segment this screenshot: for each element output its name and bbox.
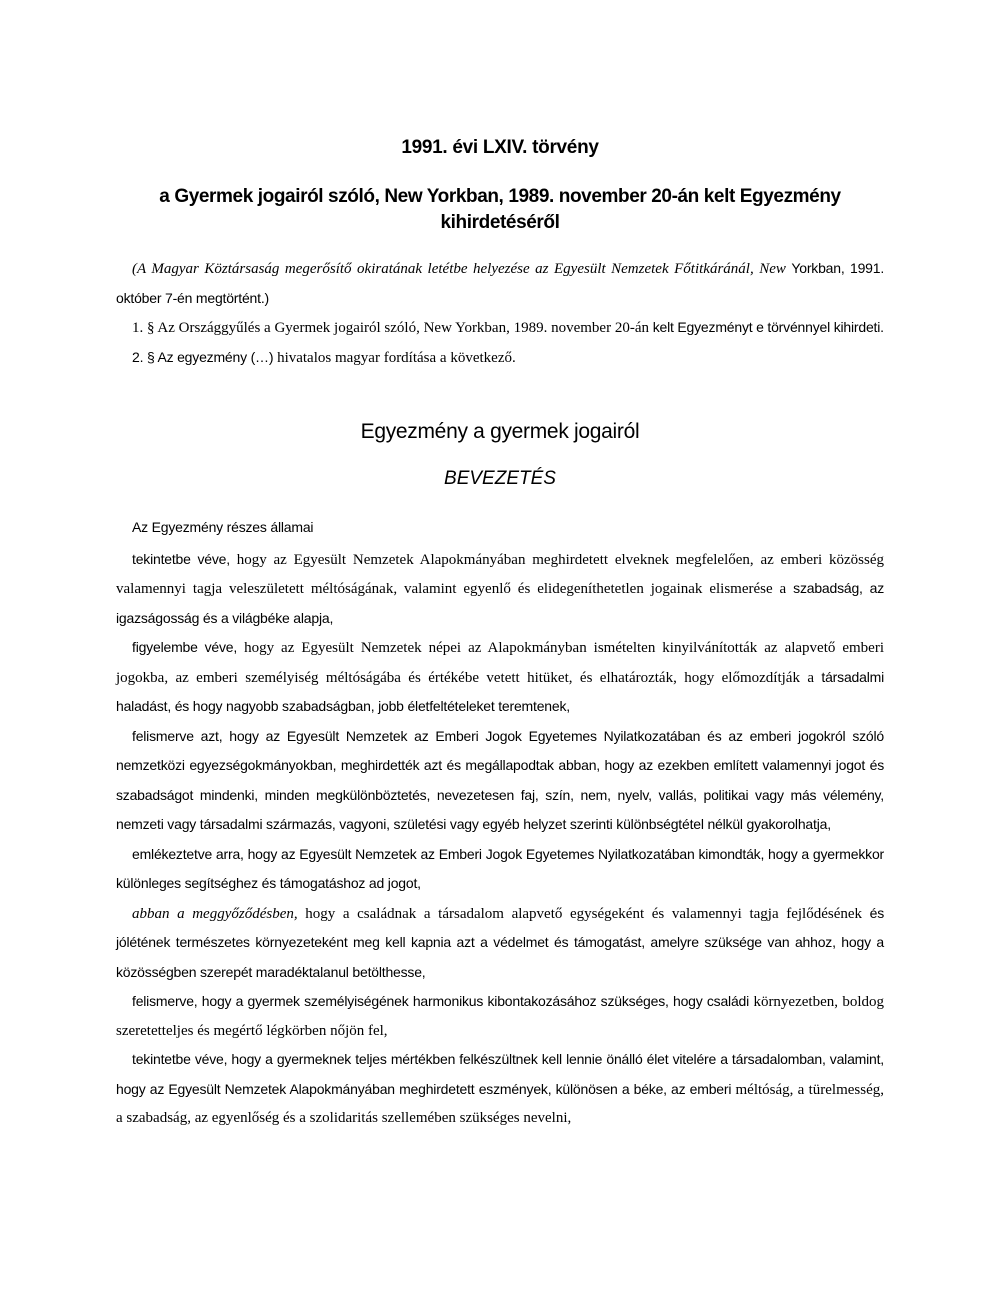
paragraph: felismerve, hogy a gyermek személyiségének harmonikus kibontakozásához szükséges, hogy családi környezetben, boldog szeretetteljes és megértő légkörben nőjön fel, <box>116 993 885 1039</box>
paragraph: figyelembe véve, hogy az Egyesült Nemzetek népei az Alapokmányban ismételten kinyilvánították az alapvető emberi jogokba, az emberi személyiség méltóságába és értékébe vetett hitüket, és elhatározták, hogy előmozdítják a társadalmi haladást, és hogy nagyobb szabadságban, jobb életfeltételeket teremtenek, <box>116 639 885 714</box>
paragraph: emlékeztetve arra, hogy az Egyesült Nemzetek az Emberi Jogok Egyetemes Nyilatkozatában kimondták, hogy a gyermekkor különleges segítséghez és támogatáshoz ad jogot, <box>116 845 884 891</box>
intro-heading: BEVEZETÉS <box>444 468 556 489</box>
convention-heading: Egyezmény a gyermek jogairól <box>360 420 640 443</box>
paragraph: Az Egyezmény részes államai <box>132 519 314 535</box>
preamble <box>116 254 884 372</box>
section-2: 2. § Az egyezmény (…) hivatalos magyar fordítása a következő. <box>132 348 516 366</box>
section-1: 1. § Az Országgyűlés a Gyermek jogairól szóló, New Yorkban, 1989. november 20-án kelt Egyezményt e törvénnyel kihirdeti. <box>132 319 884 336</box>
paragraph: tekintetbe véve, hogy az Egyesült Nemzetek Alapokmányában meghirdetett elveknek megfelelően, az emberi közösség valamennyi tagja veleszületett méltóságának, valamint egyenlő és elidegeníthetetlen jogainak elismerése a szabadság, az igazságosság és a világbéke alapja, <box>116 550 884 626</box>
preamble-body <box>116 513 884 1133</box>
paragraph: tekintetbe véve, hogy a gyermeknek teljes mértékben felkészültnek kell lennie önálló élet vitelére a társadalomban, valamint, hogy az Egyesült Nemzetek Alapokmányában meghirdetett eszmények, különösen a béke, az emberi méltóság, a türelmesség, a szabadság, az egyenlőség és a szolidaritás szellemében szükséges nevelni, <box>116 1051 884 1126</box>
ratification-note: (A Magyar Köztársaság megerősítő okiratának letétbe helyezése az Egyesült Nemzetek Főtitkáránál, New Yorkban, 1991. október 7-én megtörtént.) <box>116 260 885 306</box>
law-subtitle: a Gyermek jogairól szóló, New Yorkban, 1989. november 20-án kelt Egyezmény kihirdetéséről <box>159 186 841 233</box>
paragraph: felismerve azt, hogy az Egyesült Nemzetek az Emberi Jogok Egyetemes Nyilatkozatában és az emberi jogokról szóló nemzetközi egyezségokmányokban, meghirdették azt és megállapodtak abban, hogy az ezekben említett valamennyi jogot és szabadságot mindenki, minden megkülönböztetés, nevezetesen faj, szín, nem, nyelv, vallás, politikai vagy más vélemény, nemzeti vagy társadalmi származás, vagyoni, születési vagy egyéb helyzet szerinti különbségtétel nélkül gyakorolhatja, <box>116 727 884 832</box>
paragraph: abban a meggyőződésben, hogy a családnak a társadalom alapvető egységeként és valamennyi tagja fejlődésének és jólétének természetes környezeteként meg kell kapnia azt a védelmet és támogatást, amelyre szüksége van ahhoz, hogy a közösségben szerepét maradéktalanul betölthesse, <box>116 904 885 980</box>
law-title: 1991. évi LXIV. törvény <box>401 137 599 158</box>
